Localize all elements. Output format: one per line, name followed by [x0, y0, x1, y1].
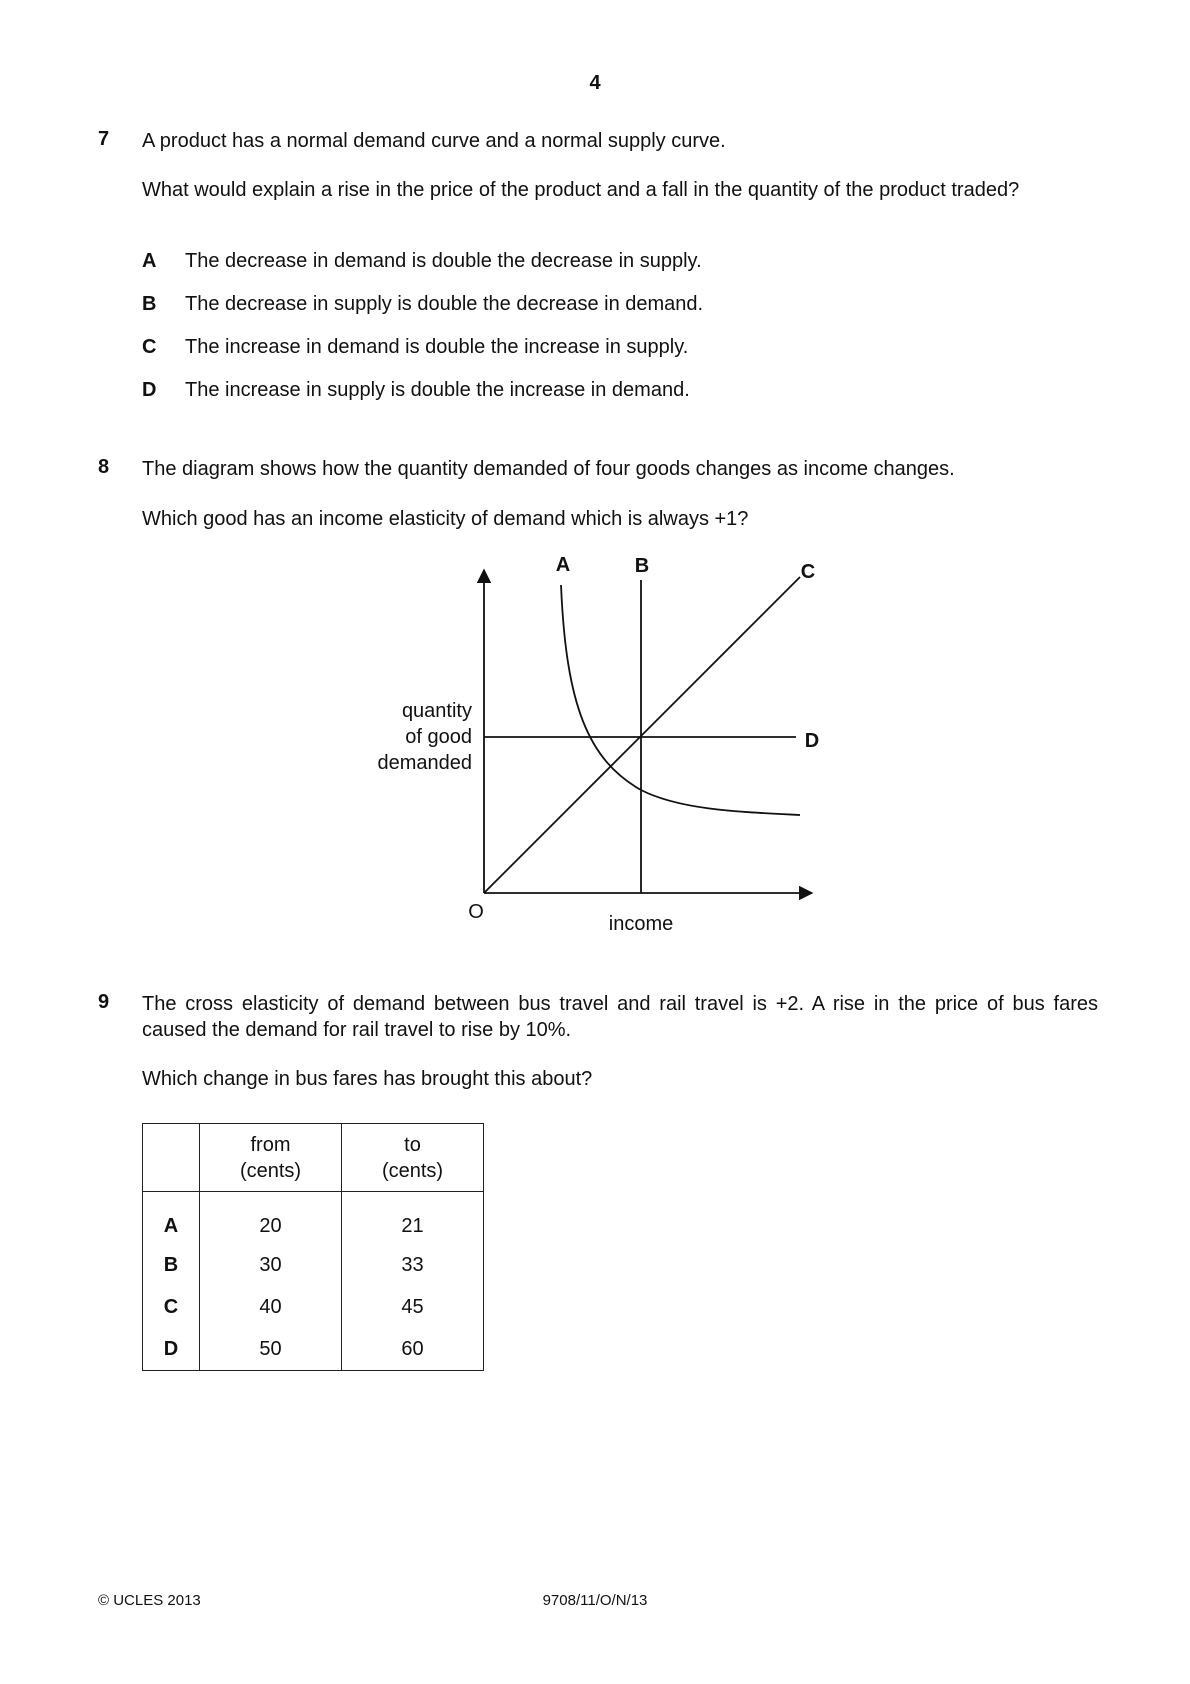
line-c: [484, 577, 800, 893]
x-axis-label: income: [608, 913, 674, 935]
question-9-prompt: Which change in bus fares has brought this about?: [142, 1068, 593, 1090]
curve-label-a: A: [555, 554, 571, 576]
table-row-letter: D: [143, 1328, 200, 1371]
table-row: [143, 1328, 484, 1371]
table-row-letter: B: [143, 1244, 200, 1286]
question-7-option-a-text: The decrease in demand is double the decrease in supply.: [185, 250, 702, 272]
table-row-to: 60: [342, 1328, 484, 1371]
curve-label-b: B: [634, 555, 650, 577]
question-8-prompt: Which good has an income elasticity of demand which is always +1?: [142, 508, 749, 530]
question-8-stem: The diagram shows how the quantity demanded of four goods changes as income changes.: [142, 458, 955, 480]
origin-label: O: [468, 901, 484, 923]
question-7-option-b-text: The decrease in supply is double the decrease in demand.: [185, 293, 704, 315]
table-row-from: 30: [200, 1244, 342, 1286]
table-row-to: 45: [342, 1286, 484, 1328]
table-row-letter: A: [143, 1192, 200, 1245]
table-header-from-line-1: from: [250, 1133, 291, 1156]
y-axis-label-line-2: of good: [405, 726, 472, 748]
question-7-option-b-letter: B: [142, 293, 157, 315]
question-7-option-d-letter: D: [142, 379, 157, 401]
table-row-letter: C: [143, 1286, 200, 1328]
table-header-empty: [143, 1124, 200, 1192]
table-header-to: [342, 1124, 484, 1192]
bus-fares-table: [142, 1123, 484, 1371]
y-axis-label-line-3: demanded: [377, 752, 472, 774]
table-header-from-line-2: (cents): [239, 1159, 302, 1182]
question-7-option-c-letter: C: [142, 336, 157, 358]
table-header-to-line-2: (cents): [381, 1159, 444, 1182]
curve-label-d: D: [804, 730, 820, 752]
question-7-option-d-text: The increase in supply is double the increase in demand.: [185, 379, 690, 401]
table-header-from: [200, 1124, 342, 1192]
y-axis-label-line-1: quantity: [401, 700, 472, 722]
table-row: [143, 1286, 484, 1328]
question-7-stem: A product has a normal demand curve and a normal supply curve.: [142, 130, 726, 152]
table-row-to: 33: [342, 1244, 484, 1286]
table-row: [143, 1244, 484, 1286]
table-header-row: [143, 1124, 484, 1192]
question-9-stem: The cross elasticity of demand between bus travel and rail travel is +2. A rise in the price of bus fares caused the demand for rail travel to rise by 10%.: [142, 993, 1098, 1041]
table-row-from: 40: [200, 1286, 342, 1328]
curve-label-c: C: [800, 561, 816, 583]
question-8-number: 8: [98, 456, 110, 478]
table-row-to: 21: [342, 1192, 484, 1245]
table-row-from: 50: [200, 1328, 342, 1371]
question-7-option-a-letter: A: [142, 250, 157, 272]
question-7-prompt: What would explain a rise in the price of the product and a fall in the quantity of the product traded?: [142, 179, 1020, 201]
question-9-number: 9: [98, 991, 110, 1013]
footer-copyright: © UCLES 2013: [98, 1592, 201, 1609]
table-row-from: 20: [200, 1192, 342, 1245]
question-7-number: 7: [98, 128, 110, 150]
page-number: 4: [589, 72, 601, 94]
table-header-to-line-1: to: [404, 1133, 421, 1156]
footer-paper-code: 9708/11/O/N/13: [542, 1592, 648, 1609]
question-7-option-c-text: The increase in demand is double the increase in supply.: [185, 336, 689, 358]
table-row: [143, 1192, 484, 1245]
